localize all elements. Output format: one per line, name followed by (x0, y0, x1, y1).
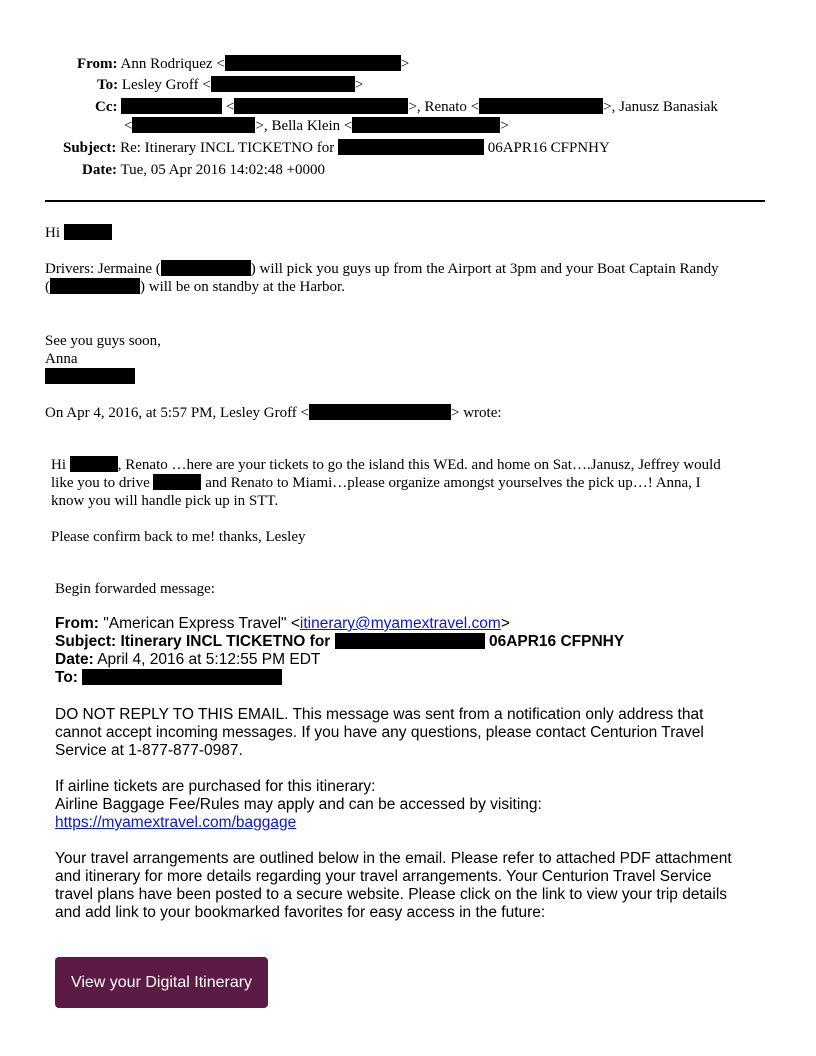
header-cc: Cc: < >, Renato < >, Janusz Banasiak (95, 99, 718, 115)
reply-greeting: Hi (45, 224, 112, 242)
baggage-link-row (55, 814, 296, 832)
quoted-confirm: Please confirm back to me! thanks, Lesley (51, 529, 306, 545)
forward-para2-line2: Airline Baggage Fee/Rules may apply and can be accessed by visiting: (55, 796, 542, 813)
forward-para1-line2: cannot accept incoming messages. If you have any questions, please contact Centurion Travel (55, 724, 704, 741)
forward-para3-line4: and add link to your bookmarked favorites for easy access in the future: (55, 904, 546, 921)
redacted-block (45, 368, 135, 384)
quoted-line-1: Hi , Renato …here are your tickets to go the island this WEd. and home on Sat….Janusz, Jeffrey would (51, 457, 721, 473)
forward-subject: Subject: Itinerary INCL TICKETNO for 06APR16 CFPNHY (55, 633, 625, 650)
redacted-block (309, 404, 451, 420)
header-cc-continued: < >, Bella Klein < > (124, 118, 509, 134)
redacted-block (132, 117, 255, 133)
redacted-block (70, 456, 118, 472)
view-digital-itinerary-button[interactable]: View your Digital Itinerary (55, 957, 268, 1008)
forward-para3-line2: and itinerary for more details regarding your travel arrangements. Your Centurion Travel Service (55, 868, 712, 885)
redacted-block (50, 278, 140, 294)
header-date: Date: Tue, 05 Apr 2016 14:02:48 +0000 (82, 162, 326, 178)
redacted-block (352, 117, 500, 133)
quoted-line-3: know you will handle pick up in STT. (51, 493, 279, 509)
redacted-block (211, 76, 355, 92)
quote-intro: On Apr 4, 2016, at 5:57 PM, Lesley Groff < > wrote: (45, 405, 502, 421)
forward-begin: Begin forwarded message: (55, 581, 215, 597)
forward-to: To: (55, 669, 282, 687)
forward-para3-line3: travel plans have been posted to a secure website. Please click on the link to view your trip details (55, 886, 728, 903)
forward-from: From: "American Express Travel" <itinerary@myamextravel.com> (55, 615, 510, 632)
header-from: From: Ann Rodriquez < > (77, 56, 410, 72)
forward-from-email-link[interactable]: itinerary@myamextravel.com (299, 615, 501, 632)
redacted-block (479, 98, 603, 114)
redacted-block (82, 669, 282, 685)
redacted-block (225, 55, 401, 71)
redacted-block (338, 139, 484, 155)
redacted-block (234, 98, 408, 114)
forward-para2-line1: If airline tickets are purchased for this itinerary: (55, 778, 376, 795)
redacted-block (335, 633, 485, 649)
redacted-block (121, 98, 222, 114)
redacted-block (64, 224, 112, 240)
baggage-link[interactable]: https://myamextravel.com/baggage (55, 814, 297, 831)
reply-signoff: See you guys soon, (45, 333, 161, 349)
forward-date: Date: April 4, 2016 at 5:12:55 PM EDT (55, 651, 321, 668)
header-to: To: Lesley Groff < > (97, 77, 364, 93)
redacted-block (153, 474, 201, 490)
header-subject: Subject: Re: Itinerary INCL TICKETNO for 06APR16 CFPNHY (63, 140, 610, 156)
header-divider (45, 200, 765, 202)
reply-signature-name: Anna (45, 351, 78, 367)
redacted-block (161, 260, 251, 276)
reply-drivers-line-1: Drivers: Jermaine ( ) will pick you guys up from the Airport at 3pm and your Boat Captain Randy (45, 261, 719, 277)
quoted-line-2: like you to drive and Renato to Miami…please organize amongst yourselves the pick up…! Anna, I (51, 475, 701, 491)
forward-para1-line1: DO NOT REPLY TO THIS EMAIL. This message was sent from a notification only address that (55, 706, 704, 723)
reply-signature-redacted (45, 368, 135, 386)
forward-para1-line3: Service at 1-877-877-0987. (55, 742, 243, 759)
reply-drivers-line-2: ( ) will be on standby at the Harbor. (45, 279, 345, 295)
forward-para3-line1: Your travel arrangements are outlined below in the email. Please refer to attached PDF attachment (55, 850, 732, 867)
